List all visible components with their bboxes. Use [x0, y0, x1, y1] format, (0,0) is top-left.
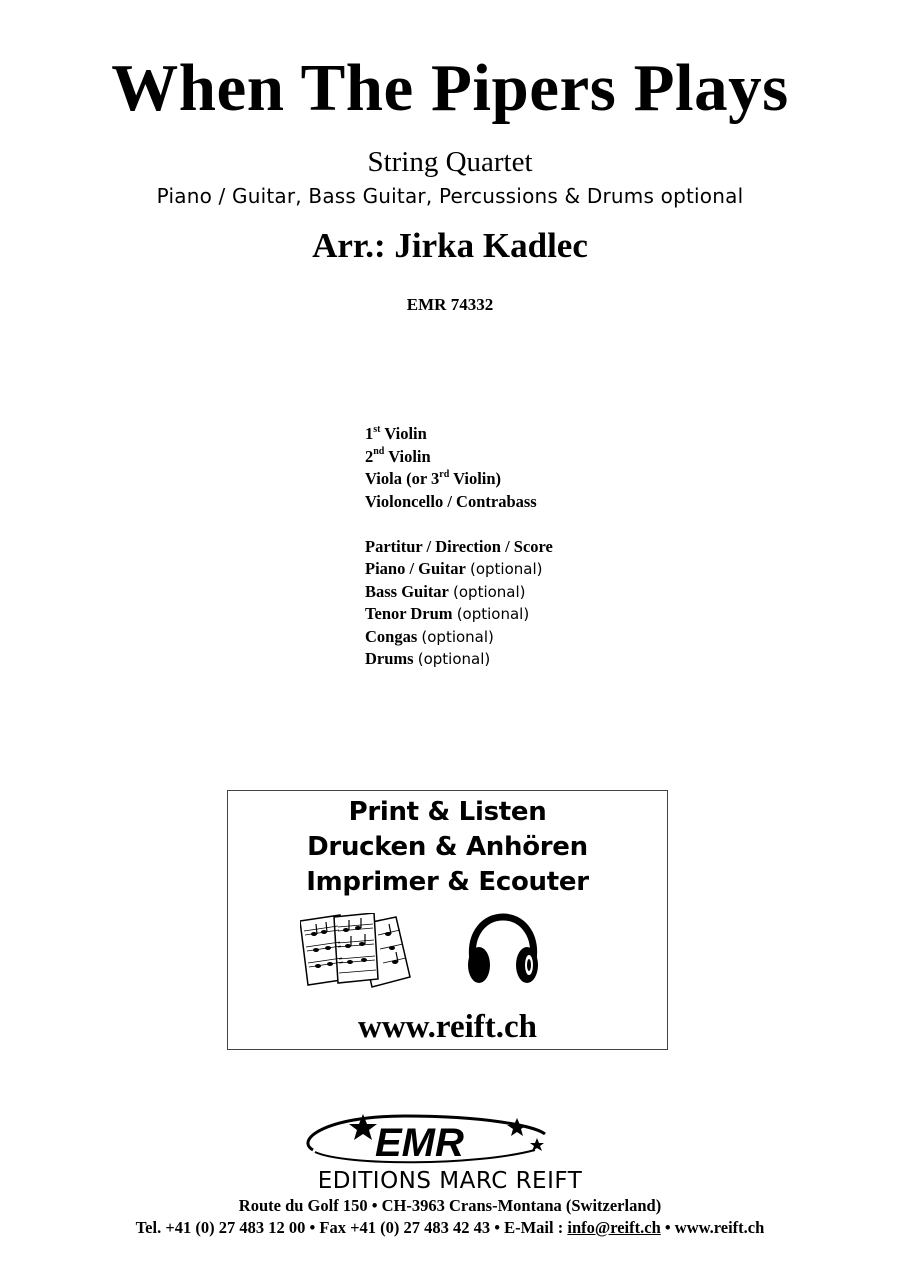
email-link[interactable]: info@reift.ch	[567, 1218, 661, 1237]
sheet-music-icon	[300, 913, 412, 991]
catalog-number: EMR 74332	[406, 295, 494, 314]
part-piano-guitar	[365, 558, 695, 581]
arranger: Arr.: Jirka Kadlec	[312, 226, 588, 265]
contact-website: • www.reift.ch	[660, 1218, 765, 1237]
part-name: Viola (or 3	[365, 469, 440, 488]
part-tenor-drum	[365, 603, 695, 626]
ordinal-suffix: st	[373, 423, 381, 435]
part-name: Bass Guitar	[365, 581, 449, 601]
subtitle: String Quartet	[367, 146, 533, 178]
part-drums	[365, 648, 695, 671]
part-number: 1	[365, 424, 374, 443]
optional-label: (optional)	[421, 627, 494, 646]
part-congas	[365, 626, 695, 649]
promo-line-french: Imprimer & Ecouter	[306, 867, 589, 897]
part-violin-2	[365, 446, 695, 469]
instrumentation-line: Piano / Guitar, Bass Guitar, Percussions & Drums optional	[156, 184, 744, 208]
page-title: When The Pipers Plays	[111, 51, 789, 125]
promo-url[interactable]: www.reift.ch	[357, 1009, 538, 1045]
parts-list	[365, 423, 695, 671]
publisher-contact	[0, 1218, 900, 1238]
part-name: Congas	[365, 626, 418, 646]
part-name: Violin	[388, 446, 431, 466]
optional-label: (optional)	[453, 582, 526, 601]
headphones-icon	[463, 913, 543, 991]
print-listen-box	[227, 790, 668, 1050]
part-name: Drums	[365, 649, 414, 668]
part-name: Tenor Drum	[365, 604, 453, 623]
part-name: Partitur / Direction / Score	[365, 536, 553, 556]
promo-line-german: Drucken & Anhören	[307, 832, 588, 862]
part-violin-1	[365, 423, 695, 446]
publisher-address: Route du Golf 150 • CH-3963 Crans-Montana (Switzerland)	[238, 1196, 662, 1215]
part-viola	[365, 468, 695, 491]
publisher-name: EDITIONS MARC REIFT	[317, 1168, 583, 1192]
emr-logo-text: EMR	[375, 1121, 464, 1165]
ordinal-suffix: nd	[373, 446, 385, 457]
emr-logo	[255, 1110, 645, 1192]
part-name: Violoncello / Contrabass	[365, 491, 537, 511]
contact-phone-fax: Tel. +41 (0) 27 483 12 00 • Fax +41 (0) 27 483 42 43 • E-Mail :	[135, 1218, 568, 1237]
optional-label: (optional)	[417, 650, 491, 668]
optional-label: (optional)	[469, 560, 543, 578]
part-score	[365, 536, 695, 559]
part-name: Violin	[384, 424, 427, 443]
part-cello	[365, 491, 695, 514]
optional-label: (optional)	[456, 605, 530, 623]
ordinal-suffix: rd	[439, 468, 450, 480]
part-name-end: Violin)	[453, 469, 502, 488]
part-bass-guitar	[365, 581, 695, 604]
promo-line-english: Print & Listen	[348, 797, 547, 827]
part-number: 2	[365, 446, 374, 466]
part-name: Piano / Guitar	[365, 559, 466, 578]
